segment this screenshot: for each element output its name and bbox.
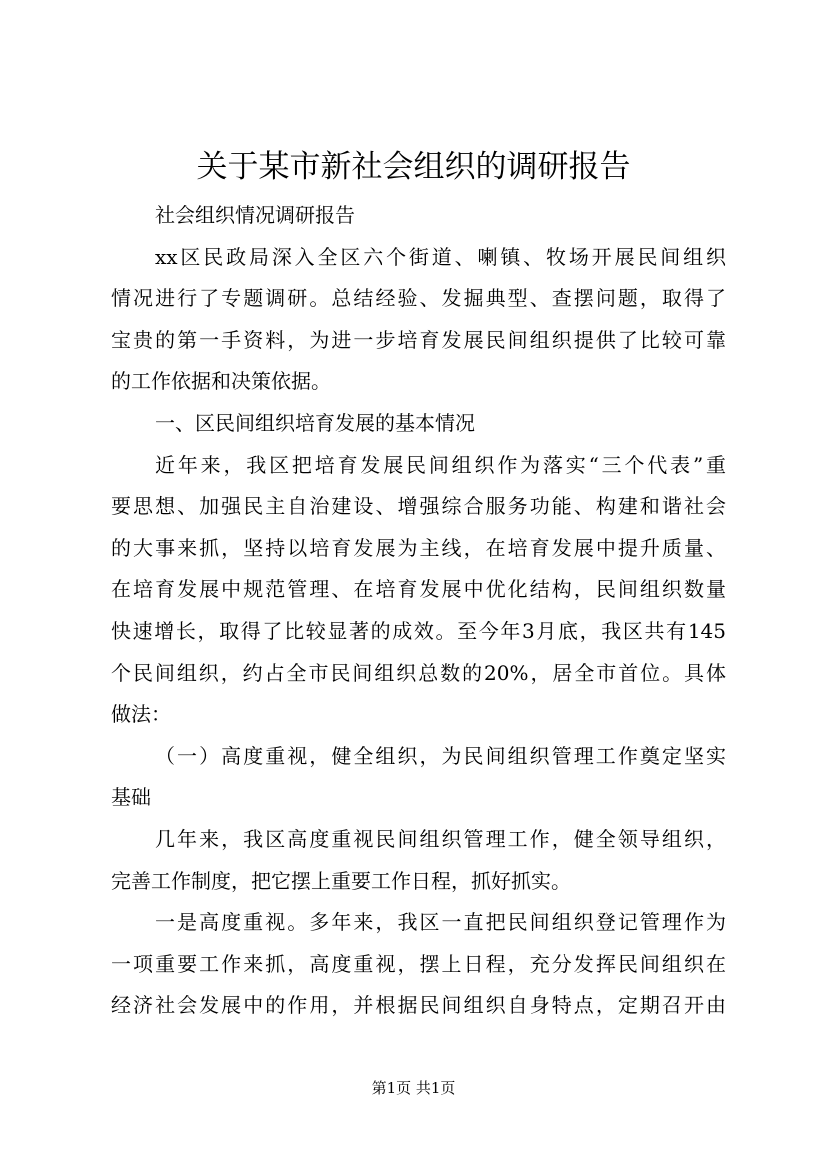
paragraph-line: 快速增长，取得了比较显著的成效。至今年3月底，我区共有145 [111, 618, 726, 643]
paragraph-line: 几年来，我区高度重视民间组织管理工作，健全领导组织， [155, 826, 726, 851]
paragraph-line: 情况进行了专题调研。总结经验、发掘典型、查摆问题，取得了 [111, 286, 726, 311]
paragraph-line: xx区民政局深入全区六个街道、喇镇、牧场开展民间组织 [155, 244, 726, 269]
paragraph-line: 的大事来抓，坚持以培育发展为主线，在培育发展中提升质量、 [111, 535, 726, 560]
paragraph-line: 的工作依据和决策依据。 [111, 369, 331, 394]
subsection-heading: （一）高度重视，健全组织，为民间组织管理工作奠定坚实 [155, 743, 726, 768]
paragraph-line: 在培育发展中规范管理、在培育发展中优化结构，民间组织数量 [111, 577, 726, 602]
paragraph-line: 要思想、加强民主自治建设、增强综合服务功能、构建和谐社会 [111, 494, 726, 519]
page-footer: 第1页 共1页 [371, 1079, 456, 1097]
section-heading: 一、区民间组织培育发展的基本情况 [155, 410, 475, 435]
paragraph-line: 一项重要工作来抓，高度重视，摆上日程，充分发挥民间组织在 [111, 951, 726, 976]
paragraph-line: 一是高度重视。多年来，我区一直把民间组织登记管理作为 [155, 910, 726, 935]
paragraph-line: 宝贵的第一手资料，为进一步培育发展民间组织提供了比较可靠 [111, 327, 726, 352]
document-body [111, 195, 726, 1027]
paragraph-line: 经济社会发展中的作用，并根据民间组织自身特点，定期召开由 [111, 993, 726, 1018]
paragraph-line: 完善工作制度，把它摆上重要工作日程，抓好抓实。 [111, 868, 571, 893]
paragraph-line: 社会组织情况调研报告 [155, 203, 355, 227]
paragraph-line: 个民间组织，约占全市民间组织总数的20%，居全市首位。具体 [111, 660, 726, 685]
document-title: 关于某市新社会组织的调研报告 [196, 149, 631, 185]
paragraph-line: 近年来，我区把培育发展民间组织作为落实“三个代表”重 [155, 452, 726, 477]
subsection-heading: 基础 [111, 785, 151, 810]
paragraph-line: 做法： [111, 702, 171, 727]
